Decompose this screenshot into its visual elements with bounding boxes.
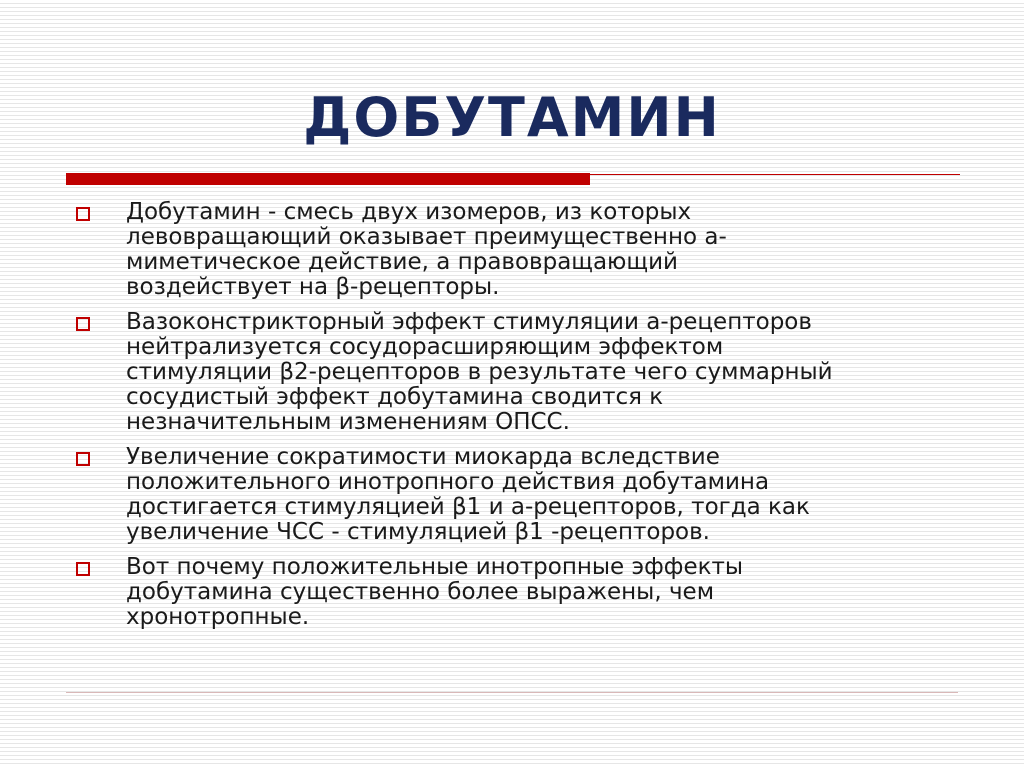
hollow-square-icon bbox=[76, 207, 90, 221]
hollow-square-icon bbox=[76, 452, 90, 466]
bullet-list bbox=[76, 200, 956, 640]
hollow-square-icon bbox=[76, 562, 90, 576]
slide-title: ДОБУТАМИН bbox=[303, 86, 721, 150]
bullet-item bbox=[76, 200, 956, 300]
hollow-square-icon bbox=[76, 317, 90, 331]
bullet-text: Увеличение сократимости миокарда вследствие положительного инотропного действия добутамина достигается стимуляцией β1 и a-рецепторов, тогда как увеличение ЧСС - стимуляцией β1 -рецепторов. bbox=[126, 444, 810, 545]
footer-divider bbox=[66, 692, 958, 693]
title-divider-thick bbox=[66, 173, 590, 185]
bullet-text: Добутамин - смесь двух изомеров, из которых левовращающий оказывает преимущественно a- миметическое действие, а правовращающий воздействует на β-рецепторы. bbox=[126, 199, 727, 300]
bullet-item bbox=[76, 445, 956, 545]
bullet-text: Вот почему положительные инотропные эффекты добутамина существенно более выражены, чем хронотропные. bbox=[126, 554, 744, 630]
bullet-item bbox=[76, 310, 956, 435]
bullet-item bbox=[76, 555, 956, 630]
bullet-text: Вазоконстрикторный эффект стимуляции a-рецепторов нейтрализуется сосудорасширяющим эффектом стимуляции β2-рецепторов в результате чего суммарный сосудистый эффект добутамина сводится к незначительным изменениям ОПСС. bbox=[126, 309, 833, 435]
